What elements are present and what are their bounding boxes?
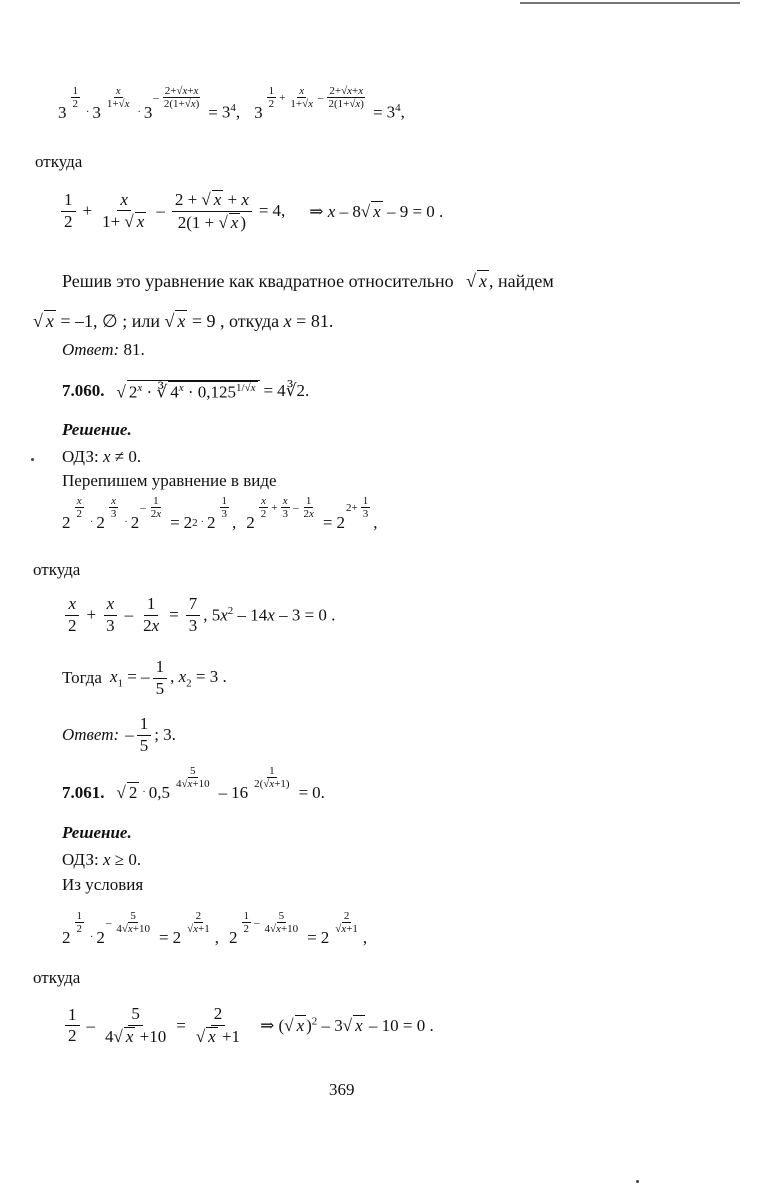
togda-line: Тогда $x_1$ = – $\frac{1}{5}$ , $x_2 = 3$ . — [62, 657, 227, 698]
top-rule — [520, 2, 740, 4]
word-otkuda-3: откуда — [33, 968, 81, 987]
odz-7060: ОДЗ: x ≠ 0. — [62, 447, 142, 466]
scan-speck — [31, 458, 34, 461]
page-number: 369 — [329, 1080, 355, 1099]
odz-7061: ОДЗ: x ≥ 0. — [62, 850, 142, 869]
problem-7060: 7.060. √ $2^x$ · ∛ $4^x \cdot 0,125^{1/√x}$ = 4∛2. — [62, 381, 310, 402]
word-otkuda-2: откуда — [33, 560, 81, 579]
heading-reshenie-1: Решение. — [62, 420, 132, 439]
equation-quadratic-2: $\frac{1}{2}$ – $\frac{5}{4√ x +10}$ = $\frac{2}{√ x +1}$ ⇒ (√ x )$^2$ – 3√ x – 10 = 0 . — [62, 1005, 434, 1046]
equation-quadratic-1: $\frac{x}{2}$ + $\frac{x}{3}$ – $\frac{1}{2x}$ = $\frac{7}{3}$ , $5x^2 - 14x - 3 = 0$ . — [62, 595, 335, 635]
scan-speck — [636, 1180, 639, 1183]
word-otkuda-1: откуда — [35, 152, 83, 171]
problem-7061: 7.061. √ 2 · 0,5 $\frac{5}{4√x+10}$ – 16 $\frac{1}{2(√x+1)}$ = 0. — [62, 765, 325, 803]
equation-powers-of-three: 3 $\frac{1}{2}$ · 3 $\frac{x}{1+√x}$ · 3 – $\frac{2+√x+x}{2(1+√x)}$ = $3^4$, 3 $\frac{1}{2}$ + $\frac{x}{1+√x}$ – $\frac{2+√x+x}{2(1+√x)}$ = $3^4$, — [58, 85, 405, 122]
equation-exponents: $\frac{1}{2}$ + $\frac{x}{1+ √ x}$ – $\frac{2 + √ x + x}{2(1 + √ x )}$ = 4, ⇒ x – 8√ x – 9 = 0 . — [58, 190, 443, 232]
text-iz-usloviya: Из условия — [62, 875, 144, 894]
text-roots: √ x = –1, ∅ ; или √ x = 9 , откуда x = 81. — [33, 311, 334, 331]
answer-7060: Ответ: – $\frac{1}{5}$ ; 3. — [62, 714, 176, 755]
equation-powers-of-two-2: 2 $\frac{1}{2}$ · 2 – $\frac{5}{4√x+10}$ = 2 $\frac{2}{√x+1}$ , 2 $\frac{1}{2}$ – $\frac{5}{4√x+10}$ = 2 $\frac{2}{√x+1}$ , — [62, 910, 368, 947]
answer-prev: Ответ: 81. — [62, 340, 145, 359]
text-perepishem: Перепишем уравнение в виде — [62, 471, 277, 490]
equation-powers-of-two-1: 2 $\frac{x}{2}$ · 2 $\frac{x}{3}$ · 2 – $\frac{1}{2x}$ = 2 2 · 2 $\frac{1}{3}$ , 2 $\frac{x}{2}$ + $\frac{x}{3}$ – $\frac{1}{2x}$ = 2 2+ $\frac{1}{3}$ , — [62, 495, 378, 532]
heading-reshenie-2: Решение. — [62, 823, 132, 842]
text-reshiv: Решив это уравнение как квадратное относительно √ x , найдем — [62, 271, 554, 291]
